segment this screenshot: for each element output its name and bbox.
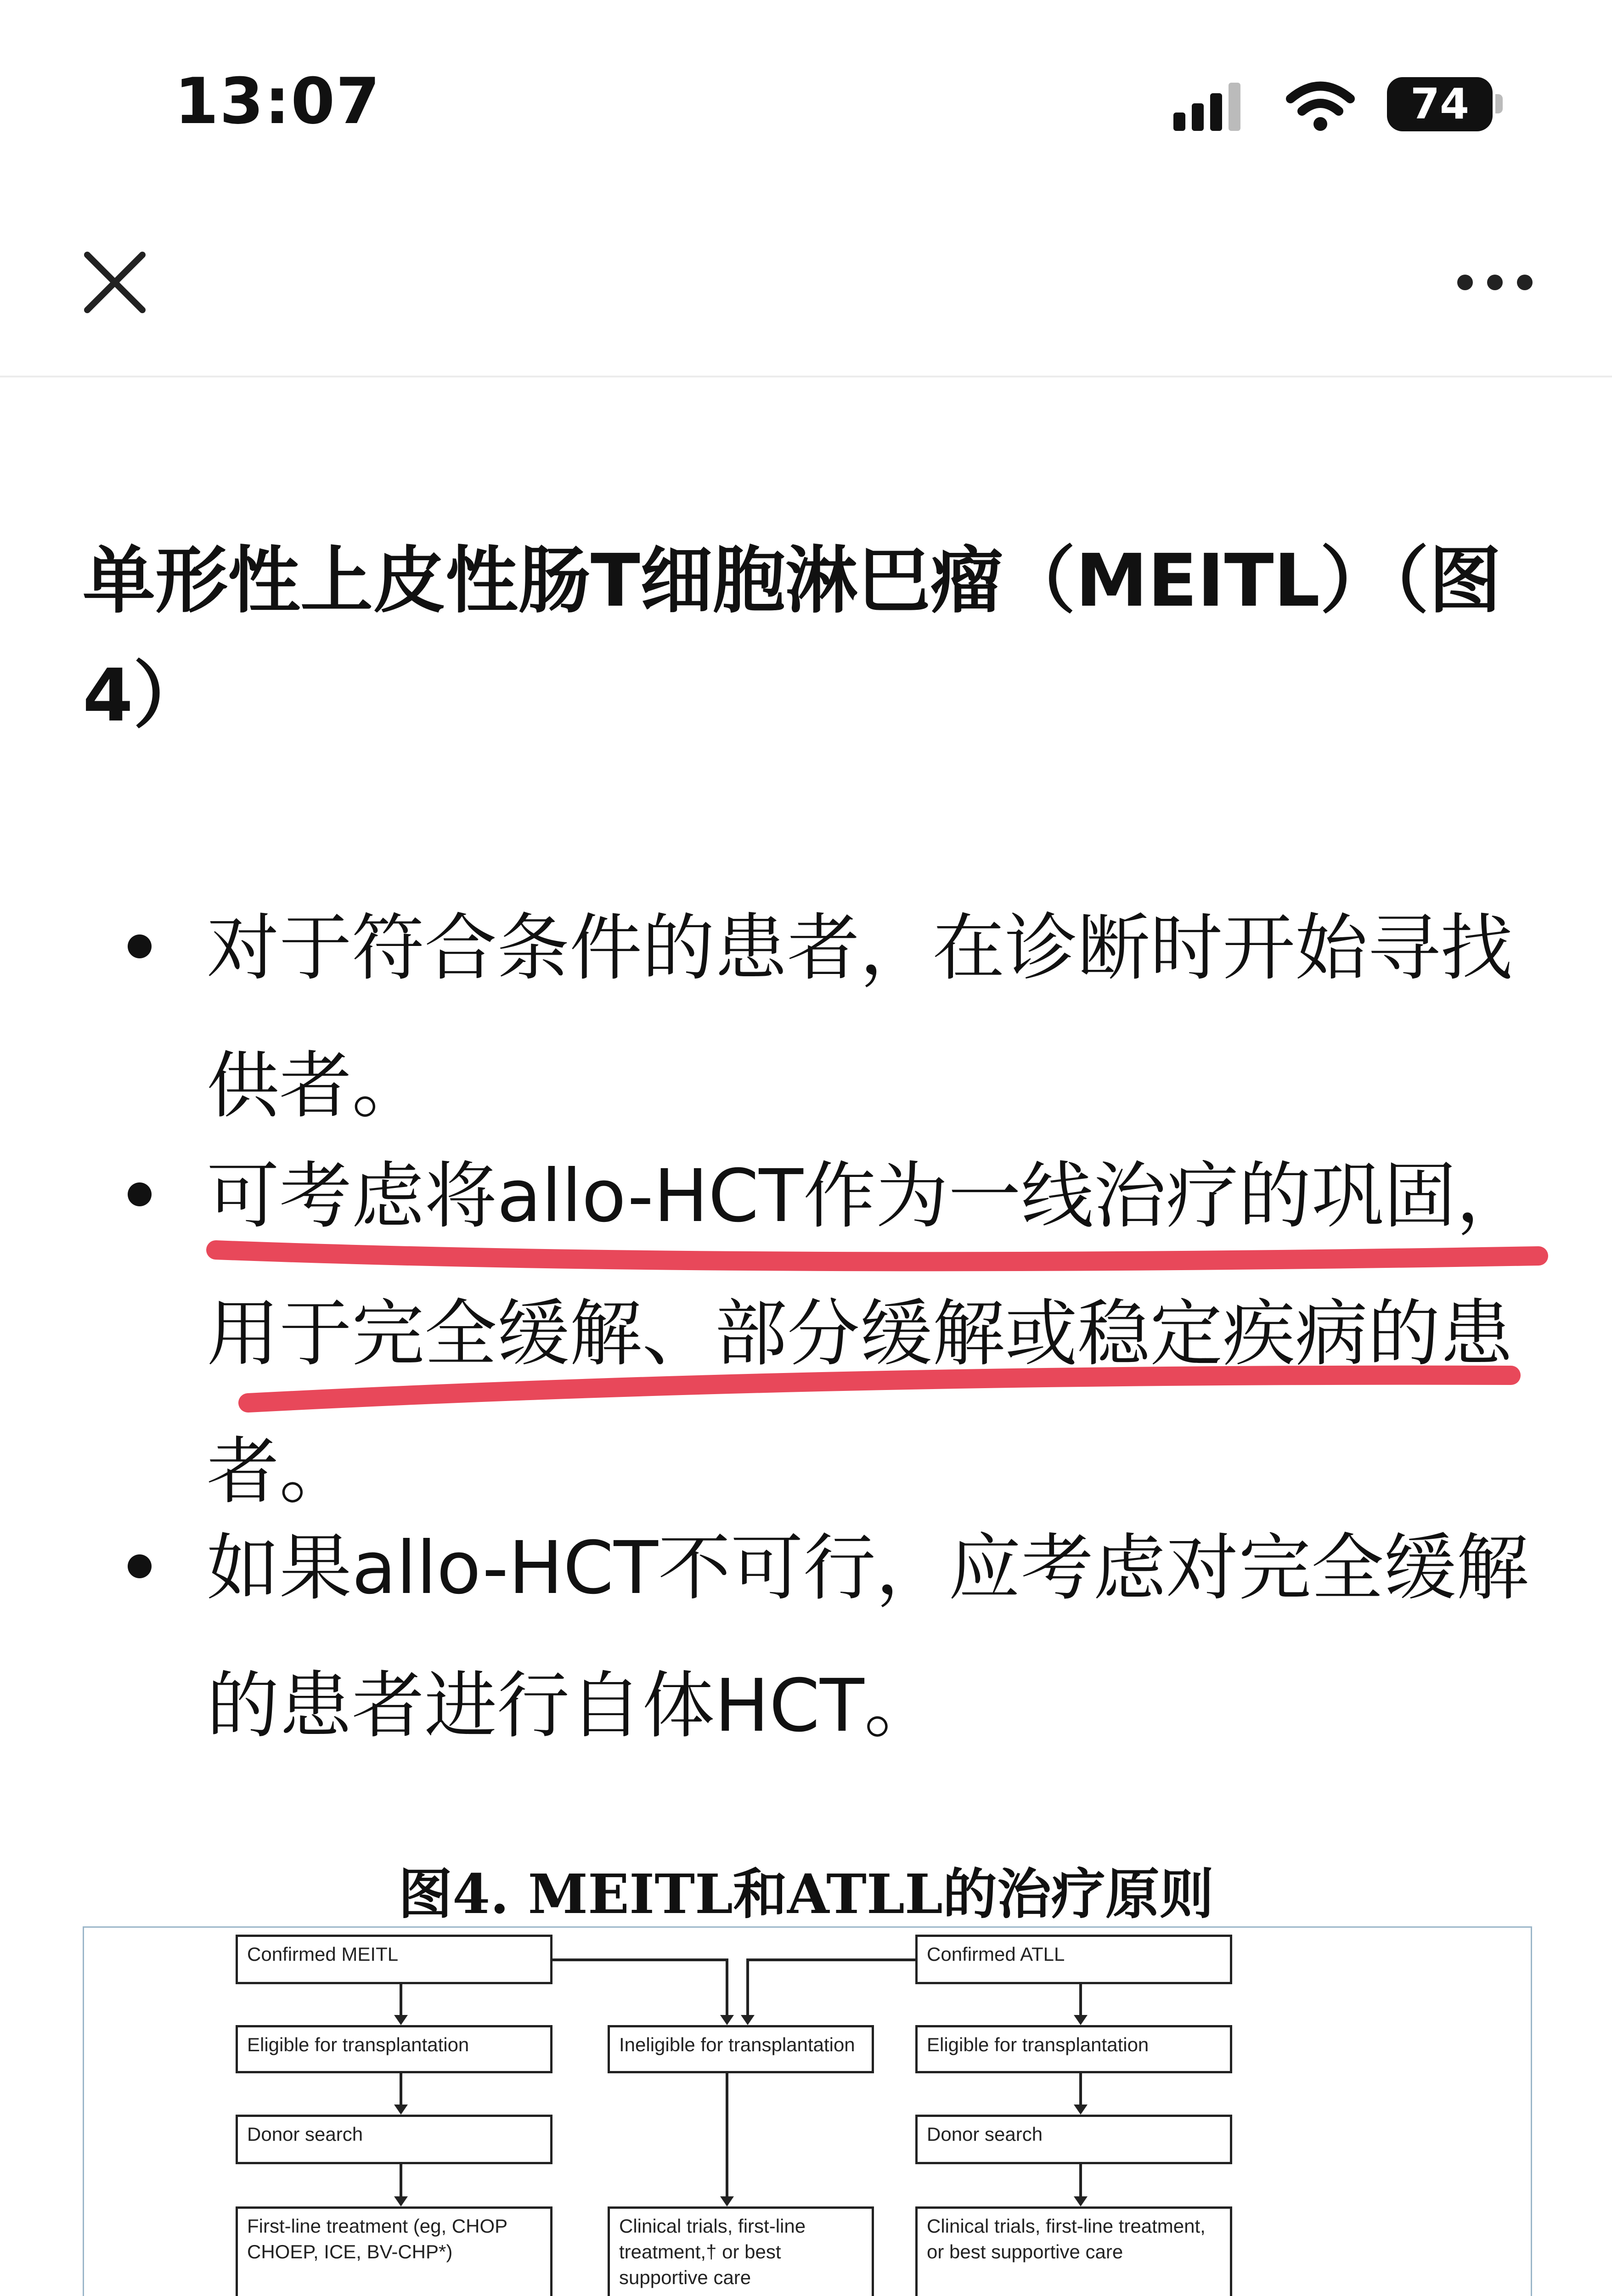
- figure-flowchart: [83, 1926, 1532, 2296]
- box-trials-first-line: Clinical trials, first-line treatment, or best supportive care: [915, 2206, 1232, 2296]
- section-heading-meitl: 单形性上皮性肠T细胞淋巴瘤（MEITL）（图4）: [83, 539, 1502, 738]
- battery-icon: 74: [1387, 77, 1493, 131]
- box-confirmed-meitl: Confirmed MEITL: [236, 1935, 552, 1984]
- box-donor-search-right: Donor search: [915, 2115, 1232, 2164]
- box-middle-trials: Clinical trials, first-line treatment,† or best supportive care: [608, 2206, 874, 2296]
- bullet-item-highlighted: 可考虑将allo-HCT作为一线治疗的巩固，用于完全缓解、部分缓解或稳定疾病的患者。: [207, 1154, 1529, 1514]
- box-first-line: First-line treatment (eg, CHOP CHOEP, ICE, BV-CHP*): [236, 2206, 552, 2296]
- box-ineligible: Ineligible for transplantation: [608, 2025, 874, 2073]
- bullet-item: 如果allo-HCT不可行，应考虑对完全缓解的患者进行自体HCT。: [207, 1526, 1529, 1748]
- bullet-dot: [128, 1554, 152, 1578]
- box-eligible: Eligible for transplantation: [236, 2025, 552, 2073]
- box-donor-search: Donor search: [236, 2115, 552, 2164]
- status-time: 13:07: [175, 64, 381, 138]
- box-confirmed-atll: Confirmed ATLL: [915, 1935, 1232, 1984]
- box-eligible-right: Eligible for transplantation: [915, 2025, 1232, 2073]
- bullet-item: 对于符合条件的患者，在诊断时开始寻找供者。: [207, 906, 1513, 1128]
- figure-title: 图4. MEITL和ATLL的治疗原则: [398, 1862, 1214, 1926]
